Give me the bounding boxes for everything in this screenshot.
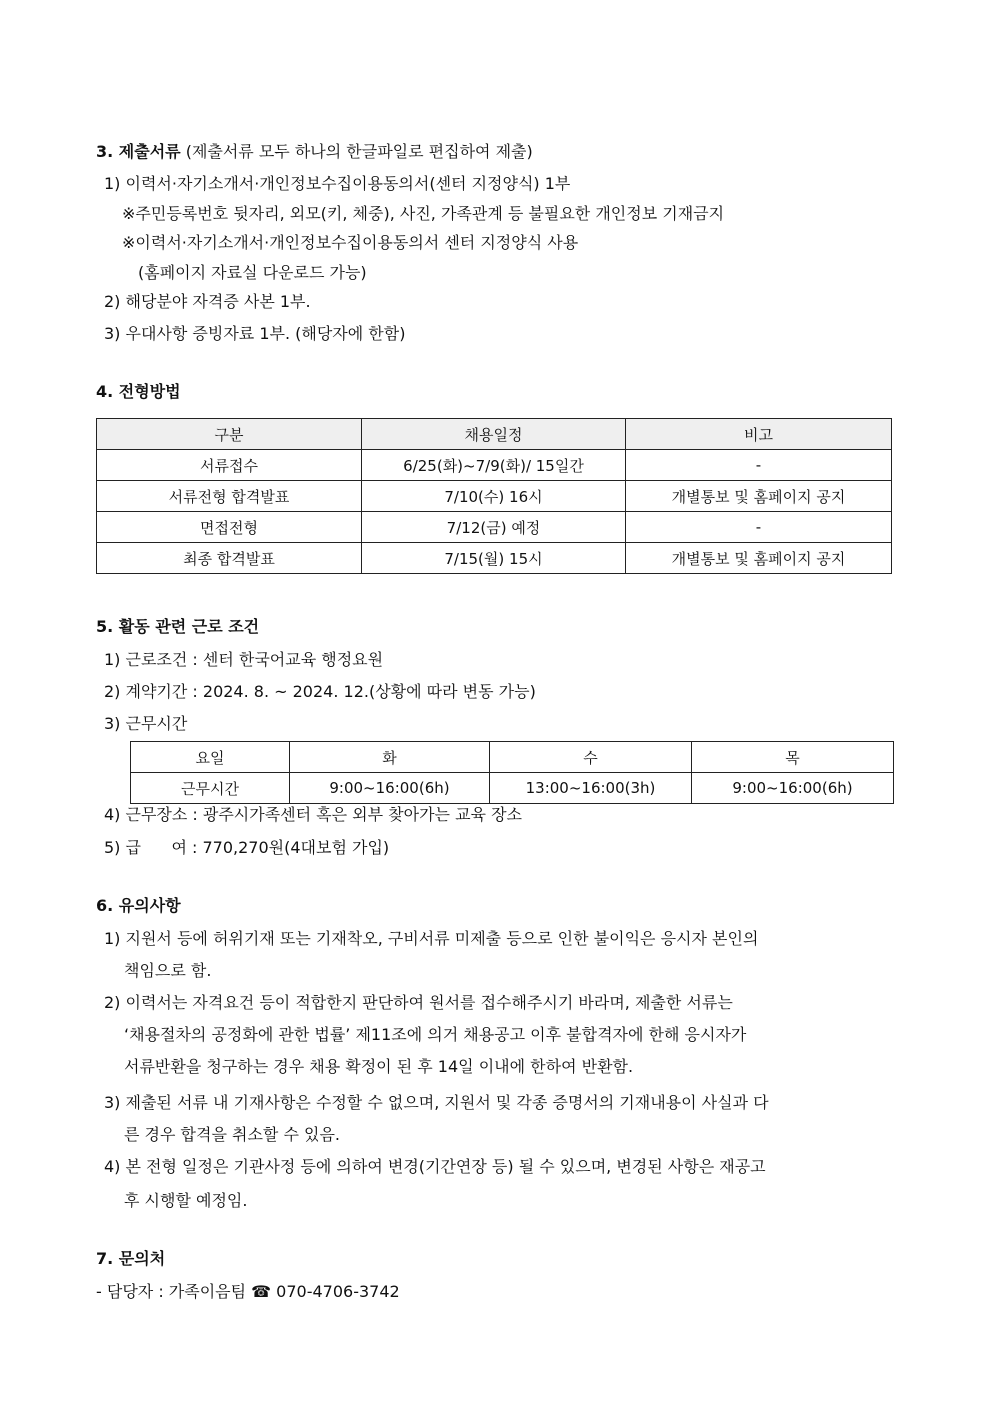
s3-item-1: 1) 이력서·자기소개서·개인정보수집이용동의서(센터 지정양식) 1부 xyxy=(104,174,571,193)
table-row xyxy=(131,773,894,804)
s6-item-2a: 2) 이력서는 자격요건 등이 적합한지 판단하여 원서를 접수해주시기 바라며, 제출한 서류는 xyxy=(104,993,733,1012)
s6-item-1a: 1) 지원서 등에 허위기재 또는 기재착오, 구비서류 미제출 등으로 인한 불이익은 응시자 본인의 xyxy=(104,929,759,948)
s6-item-2c: 서류반환을 청구하는 경우 채용 확정이 된 후 14일 이내에 한하여 반환함. xyxy=(124,1057,634,1076)
contact-line: - 담당자 : 가족이음팀 ☎ 070-4706-3742 xyxy=(96,1282,400,1301)
table-row xyxy=(97,481,892,512)
s5-item-1: 1) 근로조건 : 센터 한국어교육 행정요원 xyxy=(104,650,384,669)
header-day: 요일 xyxy=(131,742,290,773)
table-cell: 7/10(수) 16시 xyxy=(362,481,626,512)
table-cell: 면접전형 xyxy=(97,512,362,543)
s6-item-4a: 4) 본 전형 일정은 기관사정 등에 의하여 변경(기간연장 등) 될 수 있으며, 변경된 사항은 재공고 xyxy=(104,1157,766,1176)
s3-note-2: ※이력서·자기소개서·개인정보수집이용동의서 센터 지정양식 사용 xyxy=(122,233,579,252)
table-cell: 근무시간 xyxy=(131,773,290,804)
table-row xyxy=(97,450,892,481)
header-thu: 목 xyxy=(692,742,894,773)
table-row xyxy=(97,512,892,543)
table-cell: 7/15(월) 15시 xyxy=(362,543,626,574)
table-header-row xyxy=(131,742,894,773)
s5-item-5: 5) 급 여 : 770,270원(4대보험 가입) xyxy=(104,838,390,857)
table-cell: 13:00~16:00(3h) xyxy=(490,773,692,804)
work-hours-table xyxy=(130,741,894,804)
section-4-heading: 4. 전형방법 xyxy=(96,382,181,401)
s5-item-2: 2) 계약기간 : 2024. 8. ~ 2024. 12.(상황에 따라 변동 가능) xyxy=(104,682,536,701)
s3-note-2-cont: (홈페이지 자료실 다운로드 가능) xyxy=(138,263,367,282)
section-3-heading xyxy=(96,142,533,162)
table-cell: 최종 합격발표 xyxy=(97,543,362,574)
header-tue: 화 xyxy=(290,742,490,773)
s3-item-2: 2) 해당분야 자격증 사본 1부. xyxy=(104,292,311,311)
section-7-heading: 7. 문의처 xyxy=(96,1249,166,1268)
table-cell: 개별통보 및 홈페이지 공지 xyxy=(626,543,892,574)
table-cell: 6/25(화)~7/9(화)/ 15일간 xyxy=(362,450,626,481)
section-3-note: (제출서류 모두 하나의 한글파일로 편집하여 제출) xyxy=(180,142,533,161)
s5-item-4: 4) 근무장소 : 광주시가족센터 혹은 외부 찾아가는 교육 장소 xyxy=(104,805,522,824)
header-category: 구분 xyxy=(97,419,362,450)
header-remarks: 비고 xyxy=(626,419,892,450)
s6-item-1b: 책임으로 함. xyxy=(124,961,212,980)
s5-item-3: 3) 근무시간 xyxy=(104,714,188,733)
selection-schedule-table xyxy=(96,418,892,574)
header-schedule: 채용일정 xyxy=(362,419,626,450)
table-cell: 개별통보 및 홈페이지 공지 xyxy=(626,481,892,512)
s6-item-3a: 3) 제출된 서류 내 기재사항은 수정할 수 없으며, 지원서 및 각종 증명서의 기재내용이 사실과 다 xyxy=(104,1093,769,1112)
table-cell: 7/12(금) 예정 xyxy=(362,512,626,543)
table-row xyxy=(97,543,892,574)
table-cell: - xyxy=(626,450,892,481)
header-wed: 수 xyxy=(490,742,692,773)
table-cell: 서류접수 xyxy=(97,450,362,481)
s6-item-4b: 후 시행할 예정임. xyxy=(124,1191,248,1210)
table-cell: 9:00~16:00(6h) xyxy=(692,773,894,804)
section-3-title: 3. 제출서류 xyxy=(96,142,181,161)
s3-note-1: ※주민등록번호 뒷자리, 외모(키, 체중), 사진, 가족관계 등 불필요한 개인정보 기재금지 xyxy=(122,204,725,223)
table-header-row xyxy=(97,419,892,450)
section-6-heading: 6. 유의사항 xyxy=(96,896,181,915)
table-cell: 서류전형 합격발표 xyxy=(97,481,362,512)
s6-item-2b: ‘채용절차의 공정화에 관한 법률’ 제11조에 의거 채용공고 이후 불합격자에 한해 응시자가 xyxy=(124,1025,747,1044)
section-5-heading: 5. 활동 관련 근로 조건 xyxy=(96,617,260,636)
s3-item-3: 3) 우대사항 증빙자료 1부. (해당자에 한함) xyxy=(104,324,406,343)
table-cell: 9:00~16:00(6h) xyxy=(290,773,490,804)
table-cell: - xyxy=(626,512,892,543)
s6-item-3b: 른 경우 합격을 취소할 수 있음. xyxy=(124,1125,340,1144)
